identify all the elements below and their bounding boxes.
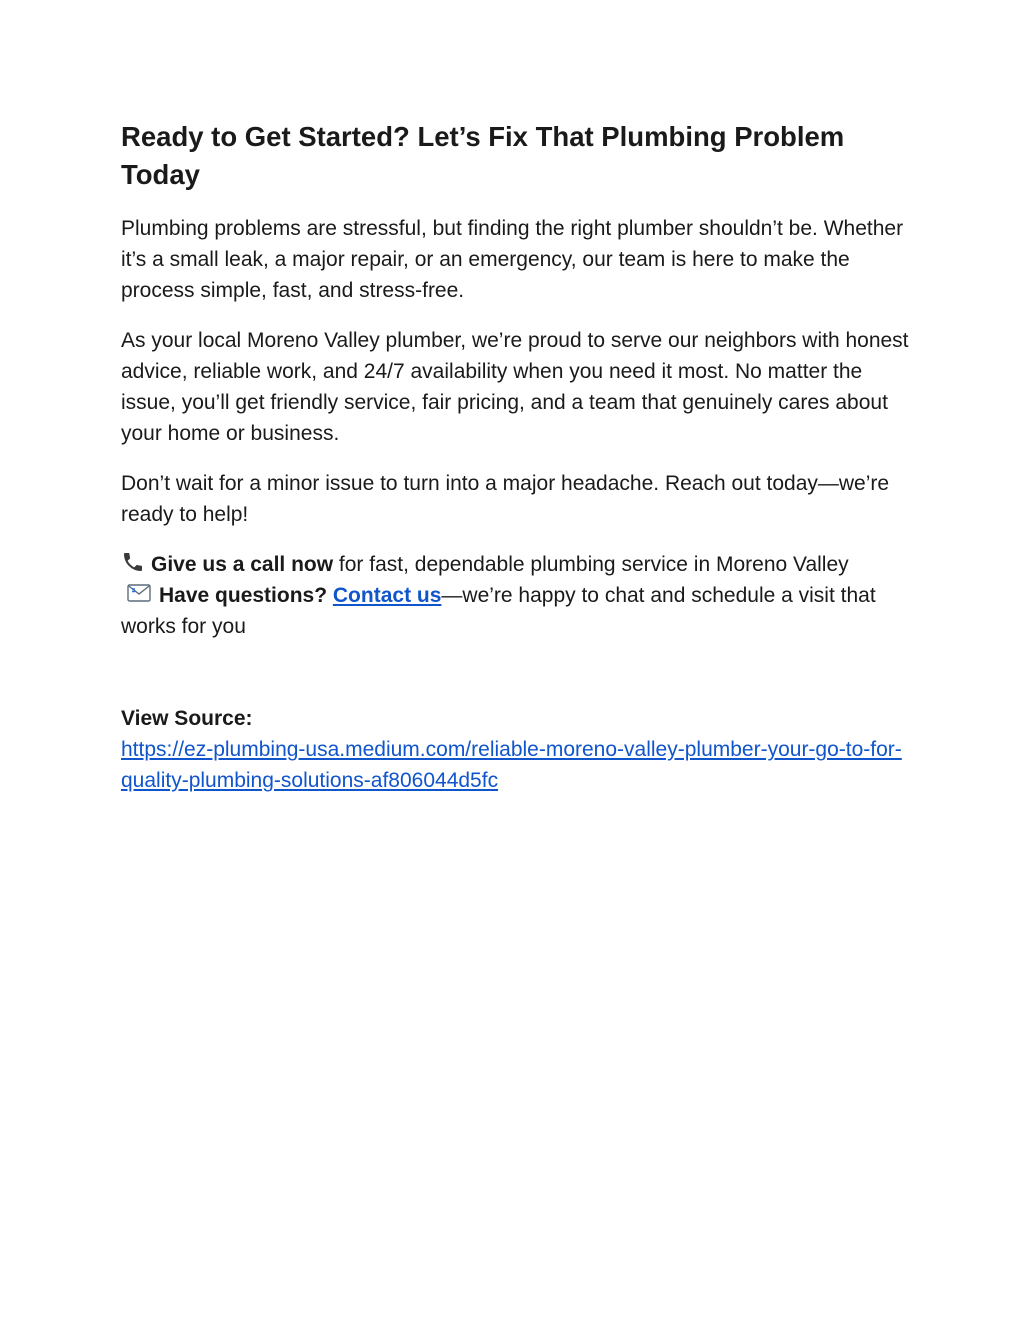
telephone-icon <box>121 550 145 574</box>
call-to-action-paragraph: Don’t wait for a minor issue to turn into a major headache. Reach out today—we’re ready to help! <box>121 472 890 526</box>
questions-label: Have questions? <box>159 584 328 607</box>
call-description: for fast, dependable plumbing service in Moreno Valley <box>333 553 849 576</box>
questions-description: —we’re happy to chat and schedule a visit that works for you <box>121 584 876 638</box>
questions-line <box>121 580 911 642</box>
source-section <box>121 703 911 796</box>
document-page <box>121 118 911 796</box>
call-now-label: Give us a call now <box>151 553 334 576</box>
page-title: Ready to Get Started? Let’s Fix That Plumbing Problem Today <box>121 121 845 190</box>
call-line <box>121 549 911 580</box>
email-icon <box>127 583 151 603</box>
local-plumber-paragraph: As your local Moreno Valley plumber, we’re proud to serve our neighbors with honest advice, reliable work, and 24/7 availability when you need it most. No matter the issue, you’ll get friendly service, fair pricing, and a team that genuinely cares about your home or business. <box>121 329 909 445</box>
source-url-link[interactable]: https://ez-plumbing-usa.medium.com/reliable-moreno-valley-plumber-your-go-to-for-quality-plumbing-solutions-af806044d5fc <box>121 738 902 792</box>
view-source-label: View Source: <box>121 707 253 730</box>
intro-paragraph: Plumbing problems are stressful, but finding the right plumber shouldn’t be. Whether it’s a small leak, a major repair, or an emergency, our team is here to make the process simple, fast, and stress-free. <box>121 217 904 302</box>
contact-us-link[interactable]: Contact us <box>332 584 442 607</box>
